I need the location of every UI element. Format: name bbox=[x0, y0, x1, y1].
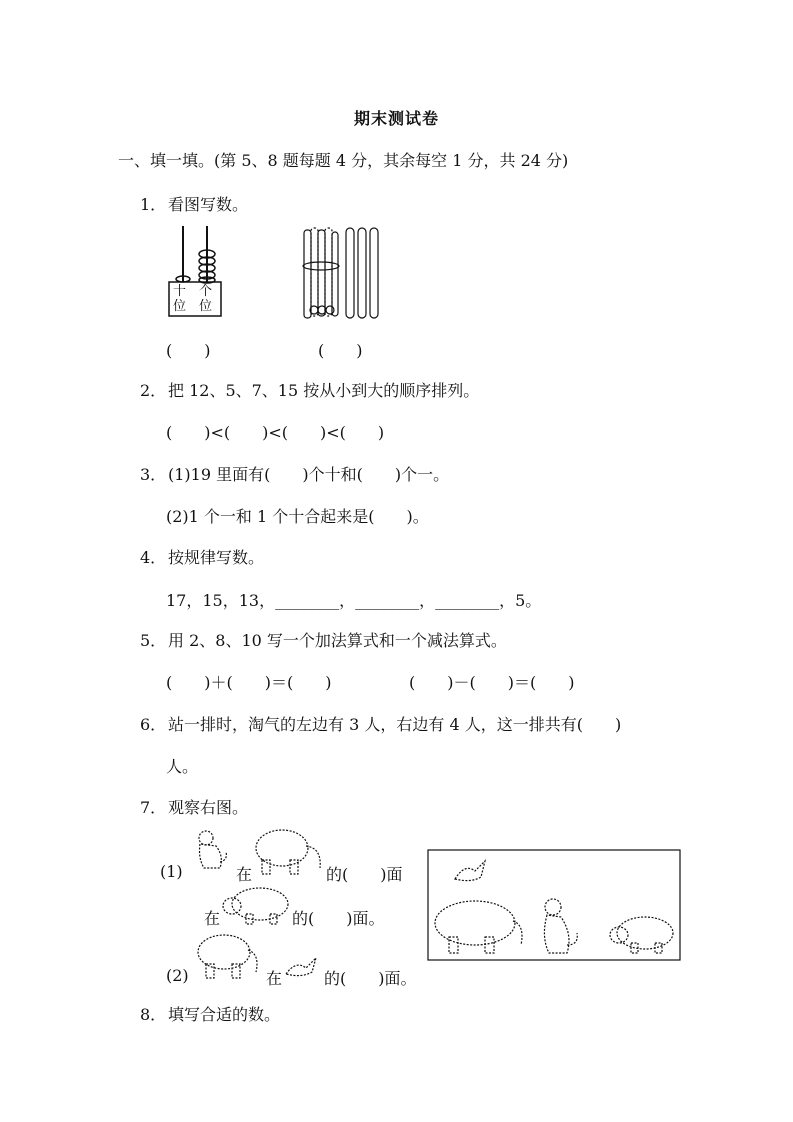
question-text: 看图写数。 bbox=[168, 195, 249, 214]
subtraction-equation-blanks[interactable]: ( )－( )＝( ) bbox=[409, 673, 575, 692]
hippo-icon bbox=[222, 884, 292, 926]
question-2 bbox=[140, 378, 479, 401]
abacus-label-ones: 个 位 bbox=[199, 284, 213, 314]
q7-zai-1: 在 bbox=[236, 865, 253, 884]
question-8 bbox=[140, 1002, 280, 1025]
question-3 bbox=[140, 462, 449, 485]
question-text: 填写合适的数。 bbox=[168, 1005, 281, 1024]
ordering-blanks[interactable]: ( )<( )<( )<( ) bbox=[166, 423, 385, 442]
page-title: 期末测试卷 bbox=[353, 109, 439, 128]
question-text: 按规律写数。 bbox=[168, 548, 265, 567]
q7-part-2-label: (2) bbox=[166, 966, 189, 985]
question-number: 3． bbox=[140, 465, 167, 484]
q7-part-2-answer[interactable]: 的( )面。 bbox=[324, 969, 417, 988]
q7-part-1b-answer[interactable]: 的( )面。 bbox=[292, 909, 385, 928]
question-text: 观察右图。 bbox=[168, 798, 249, 817]
bird-icon bbox=[455, 861, 485, 881]
bird-icon bbox=[282, 954, 322, 980]
question-3-part-2: (2)1 个一和 1 个十合起来是( )。 bbox=[166, 507, 429, 526]
sticks-bundle-icon bbox=[296, 224, 392, 322]
question-4 bbox=[140, 545, 264, 568]
section-heading: 一、填一填。(第 5、8 题每题 4 分，其余每空 1 分，共 24 分) bbox=[118, 151, 569, 170]
question-number: 2． bbox=[140, 381, 167, 400]
answer-blank-1[interactable]: ( ) bbox=[166, 341, 211, 360]
question-6-continued: 人。 bbox=[166, 757, 199, 776]
q7-part-1-answer[interactable]: 的( )面 bbox=[326, 865, 403, 884]
animals-picture-box bbox=[427, 849, 681, 961]
question-number: 8． bbox=[140, 1005, 167, 1024]
question-1 bbox=[140, 192, 248, 215]
question-number: 5． bbox=[140, 631, 167, 650]
elephant-icon bbox=[194, 932, 262, 982]
sequence-blanks[interactable]: 17，15，13，________，________，________，5。 bbox=[166, 591, 542, 610]
question-text: 站一排时，淘气的左边有 3 人，右边有 4 人，这一排共有( ) bbox=[168, 715, 622, 734]
question-text: 把 12、5、7、15 按从小到大的顺序排列。 bbox=[168, 381, 480, 400]
question-number: 1． bbox=[140, 195, 167, 214]
q7-zai-2: 在 bbox=[204, 909, 221, 928]
abacus-label-tens: 十 位 bbox=[173, 284, 187, 314]
q7-zai-3: 在 bbox=[266, 969, 283, 988]
question-text: 用 2、8、10 写一个加法算式和一个减法算式。 bbox=[168, 631, 507, 650]
puppy-icon bbox=[192, 828, 232, 874]
question-number: 4． bbox=[140, 548, 167, 567]
question-5 bbox=[140, 628, 507, 651]
answer-blank-2[interactable]: ( ) bbox=[318, 341, 363, 360]
question-number: 6． bbox=[140, 715, 167, 734]
addition-equation-blanks[interactable]: ( )＋( )＝( ) bbox=[166, 673, 332, 692]
elephant-icon bbox=[250, 826, 326, 878]
question-7 bbox=[140, 795, 248, 818]
question-number: 7． bbox=[140, 798, 167, 817]
question-text: (1)19 里面有( )个十和( )个一。 bbox=[168, 465, 450, 484]
q7-part-1-label: (1) bbox=[160, 862, 183, 881]
question-6 bbox=[140, 712, 621, 735]
